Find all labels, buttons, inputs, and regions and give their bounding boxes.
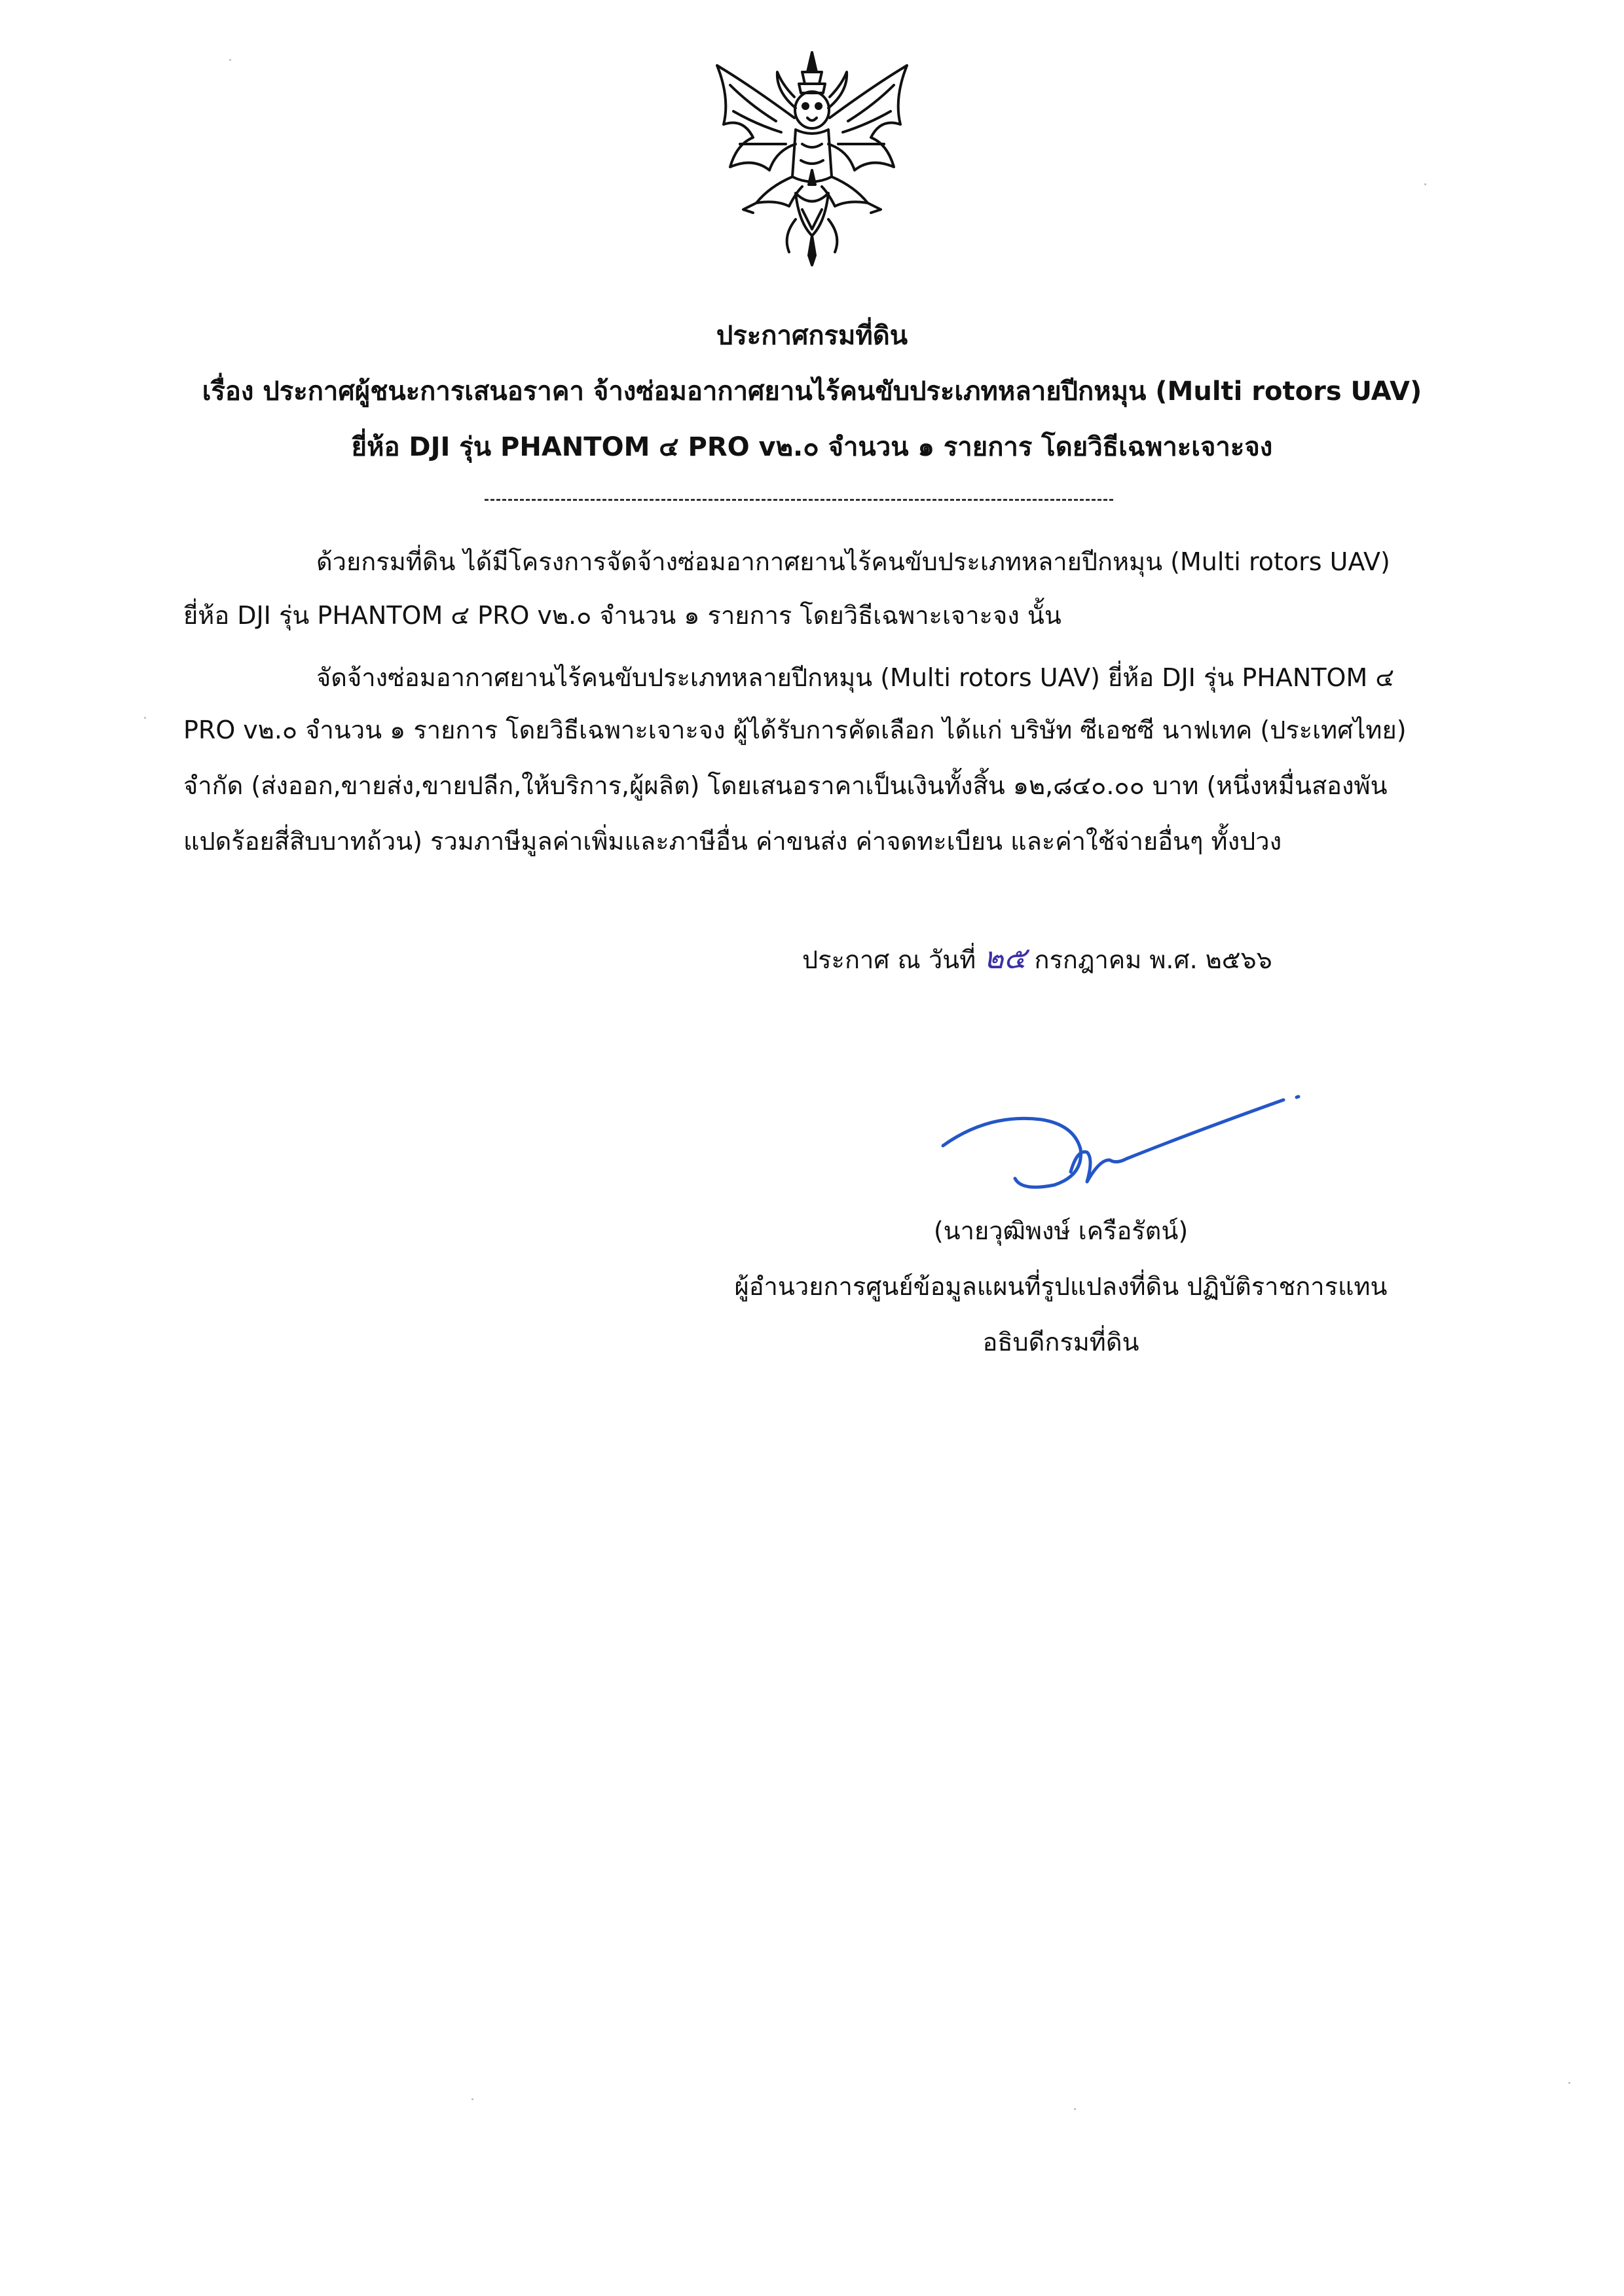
signatory-title: อธิบดีกรมที่ดิน (982, 1328, 1139, 1357)
scan-speck (471, 2098, 473, 2100)
para2-line2: PRO v๒.๐ จำนวน ๑ รายการ โดยวิธีเฉพาะเจาะจง ผู้ได้รับการคัดเลือก ได้แก่ บริษัท ซีเอชซี นาฟเทค (ประเทศไทย) (183, 716, 1407, 744)
announce-month-year: กรกฎาคม พ.ศ. ๒๕๖๖ (1034, 945, 1272, 974)
announcement-agency: ประกาศกรมที่ดิน (716, 321, 908, 351)
para2-line1: จัดจ้างซ่อมอากาศยานไร้คนขับประเภทหลายปีกหมุน (Multi rotors UAV) ยี่ห้อ DJI รุ่น PHANTOM ๔ (316, 663, 1395, 692)
scan-speck (1424, 183, 1426, 185)
announce-day: ๒๕ (984, 940, 1027, 975)
scan-speck (1074, 2108, 1076, 2110)
signature-icon (930, 1087, 1303, 1211)
signatory-position: ผู้อำนวยการศูนย์ข้อมูลแผนที่รูปแปลงที่ดิน ปฏิบัติราชการแทน (734, 1272, 1388, 1301)
para2-line4: แปดร้อยสี่สิบบาทถ้วน) รวมภาษีมูลค่าเพิ่มและภาษีอื่น ค่าขนส่ง ค่าจดทะเบียน และค่าใช้จ่ายอื่นๆ ทั้งปวง (183, 827, 1282, 856)
announce-prefix: ประกาศ ณ วันที่ (802, 945, 976, 974)
announcement-subject-line1: เรื่อง ประกาศผู้ชนะการเสนอราคา จ้างซ่อมอากาศยานไร้คนขับประเภทหลายปีกหมุน (Multi rotors UAV) (202, 376, 1422, 407)
scan-speck (1568, 2082, 1570, 2084)
announcement-subject-line2: ยี่ห้อ DJI รุ่น PHANTOM ๔ PRO v๒.๐ จำนวน ๑ รายการ โดยวิธีเฉพาะเจาะจง (351, 432, 1273, 462)
signatory-name: (นายวุฒิพงษ์ เครือรัตน์) (933, 1216, 1189, 1245)
para1-line2: ยี่ห้อ DJI รุ่น PHANTOM ๔ PRO v๒.๐ จำนวน ๑ รายการ โดยวิธีเฉพาะเจาะจง นั้น (183, 601, 1061, 630)
scan-speck (144, 717, 146, 719)
title-divider (485, 499, 1113, 501)
garuda-emblem-icon (704, 46, 920, 282)
para1-line1: ด้วยกรมที่ดิน ได้มีโครงการจัดจ้างซ่อมอากาศยานไร้คนขับประเภทหลายปีกหมุน (Multi rotors UAV) (316, 547, 1390, 576)
para2-line3: จำกัด (ส่งออก,ขายส่ง,ขายปลีก,ให้บริการ,ผู้ผลิต) โดยเสนอราคาเป็นเงินทั้งสิ้น ๑๒,๘๔๐.๐๐ บาท (หนึ่งหมื่นสองพัน (183, 771, 1388, 800)
announce-date (802, 938, 1272, 979)
scan-speck (229, 59, 231, 61)
